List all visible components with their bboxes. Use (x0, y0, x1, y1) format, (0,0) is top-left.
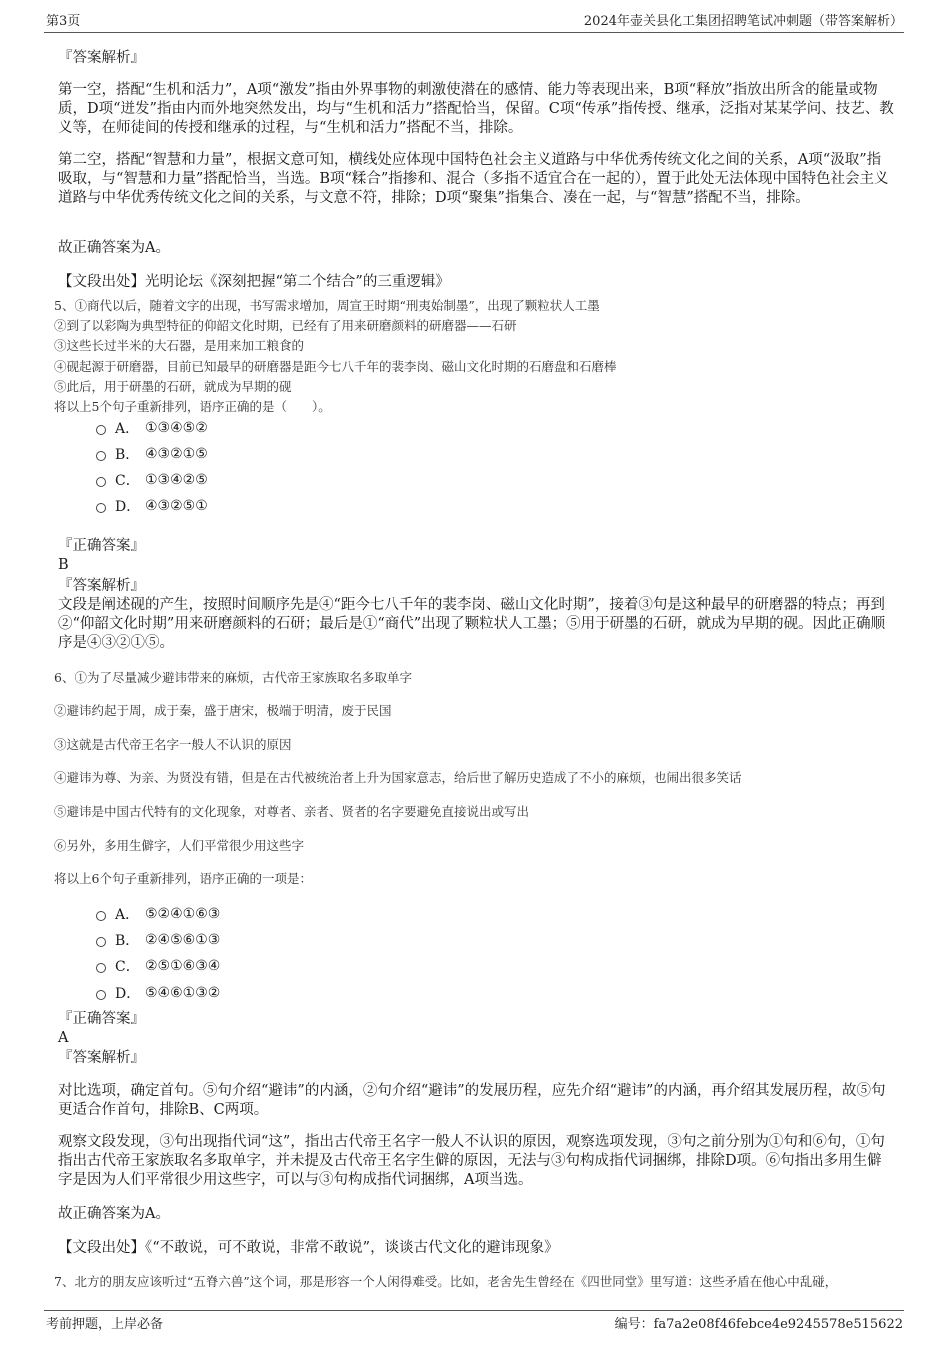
answer-value: B (58, 557, 69, 573)
answer-heading: 『正确答案』 (58, 1011, 145, 1027)
question-line: ⑤避讳是中国古代特有的文化现象，对尊者、亲者、贤者的名字要避免直接说出或写出 (54, 804, 530, 819)
option-b[interactable]: B． ②④⑤⑥①③ (96, 930, 220, 950)
analysis-heading: 『答案解析』 (58, 50, 145, 66)
analysis-paragraph: 文段是阐述砚的产生，按照时间顺序先是④“距今七八千年的裴李岗、磁山文化时期”，接着③句是这种最早的研磨器的特点；再到②“仰韶文化时期”用来研磨颜料的石研；最后是①“商代”出现了颗粒状人工墨；⑤用于研墨的石研，就成为早期的砚。因此正确顺序是④③②①⑤。 (58, 597, 886, 651)
question-line: ③这些长过半米的大石器，是用来加工粮食的 (54, 338, 305, 353)
page-number: 第3页 (46, 14, 81, 29)
radio-icon[interactable] (96, 937, 106, 947)
radio-icon[interactable] (96, 963, 106, 973)
option-b[interactable]: B． ④③②①⑤ (96, 444, 208, 464)
analysis-paragraph: 对比选项，确定首句。⑤句介绍“避讳”的内涵，②句介绍“避讳”的发展历程，应先介绍“避讳”的内涵，再介绍其发展历程，故⑤句更适合作首句，排除B、C两项。 (58, 1083, 886, 1118)
question-line: 5、①商代以后，随着文字的出现，书写需求增加，周宣王时期“刑夷始制墨”，出现了颗粒状人工墨 (54, 298, 600, 313)
radio-icon[interactable] (96, 911, 106, 921)
conclusion: 故正确答案为A。 (58, 1206, 170, 1222)
radio-icon[interactable] (96, 503, 106, 513)
analysis-heading: 『答案解析』 (58, 1050, 145, 1066)
option-c[interactable]: C． ②⑤①⑥③④ (96, 956, 220, 976)
question-line: ②到了以彩陶为典型特征的仰韶文化时期，已经有了用来研磨颜料的研磨器——石研 (54, 318, 517, 333)
document-title: 2024年壶关县化工集团招聘笔试冲刺题（带答案解析） (583, 14, 903, 29)
question-prompt: 将以上5个句子重新排列，语序正确的是（ ）。 (54, 399, 331, 414)
question-line: 6、①为了尽量减少避讳带来的麻烦，古代帝王家族取名多取单字 (54, 670, 412, 685)
question-line: ④避讳为尊、为亲、为贤没有错，但是在古代被统治者上升为国家意志，给后世了解历史造成了不小的麻烦，也闹出很多笑话 (54, 770, 742, 785)
question-line: ④砚起源于研磨器，目前已知最早的研磨器是距今七八千年的裴李岗、磁山文化时期的石磨盘和石磨棒 (54, 359, 617, 374)
radio-icon[interactable] (96, 425, 106, 435)
source-note: 【文段出处】光明论坛《深刻把握“第二个结合”的三重逻辑》 (58, 274, 450, 290)
question-line: ②避讳约起于周，成于秦，盛于唐宋，极端于明清，废于民国 (54, 703, 392, 718)
document-id: 编号：fa7a2e08f46febce4e9245578e515622 (614, 1317, 903, 1332)
option-a[interactable]: A． ⑤②④①⑥③ (96, 904, 220, 924)
answer-heading: 『正确答案』 (58, 538, 145, 554)
option-d[interactable]: D． ⑤④⑥①③② (96, 983, 220, 1003)
question-line: ⑤此后，用于研墨的石研，就成为早期的砚 (54, 379, 292, 394)
header-divider (44, 32, 904, 33)
conclusion: 故正确答案为A。 (58, 240, 170, 256)
question-line: 7、北方的朋友应该听过“五脊六兽”这个词，那是形容一个人闲得难受。比如，老舍先生曾经在《四世同堂》里写道：这些矛盾在他心中乱碰， (54, 1274, 838, 1289)
option-d[interactable]: D． ④③②⑤① (96, 496, 208, 516)
option-c[interactable]: C． ①③④②⑤ (96, 470, 208, 490)
option-a[interactable]: A． ①③④⑤② (96, 418, 208, 438)
analysis-paragraph: 第一空，搭配“生机和活力”，A项“激发”指由外界事物的刺激使潜在的感情、能力等表现出来，B项“释放”指放出所含的能量或物质，D项“迸发”指由内而外地突然发出，均与“生机和活力”搭配恰当，保留。C项“传承”指传授、继承，泛指对某某学问、技艺、教义等，在师徒间的传授和继承的过程，与“生机和活力”搭配不当，排除。 (58, 82, 894, 136)
footer-divider (44, 1310, 904, 1311)
source-note: 【文段出处】《“不敢说，可不敢说，非常不敢说”，谈谈古代文化的避讳现象》 (58, 1240, 559, 1256)
analysis-heading: 『答案解析』 (58, 578, 145, 594)
answer-value: A (58, 1030, 69, 1046)
footer-slogan: 考前押题，上岸必备 (46, 1317, 164, 1332)
radio-icon[interactable] (96, 451, 106, 461)
question-line: ⑥另外，多用生僻字，人们平常很少用这些字 (54, 838, 305, 853)
analysis-paragraph: 第二空，搭配“智慧和力量”，根据文意可知，横线处应体现中国特色社会主义道路与中华优秀传统文化之间的关系，A项“汲取”指吸取，与“智慧和力量”搭配恰当，当选。B项“糅合”指掺和、混合（多指不适宜合在一起的），置于此处无法体现中国特色社会主义道路与中华优秀传统文化之间的关系，与文意不符，排除；D项“聚集”指集合、凑在一起，与“智慧”搭配不当，排除。 (58, 152, 889, 206)
radio-icon[interactable] (96, 477, 106, 487)
radio-icon[interactable] (96, 990, 106, 1000)
question-prompt: 将以上6个句子重新排列，语序正确的一项是： (54, 871, 312, 886)
question-line: ③这就是古代帝王名字一般人不认识的原因 (54, 737, 292, 752)
analysis-paragraph: 观察文段发现，③句出现指代词“这”，指出古代帝王名字一般人不认识的原因，观察选项发现，③句之前分别为①句和⑥句，①句指出古代帝王家族取名多取单字，并未提及古代帝王名字生僻的原因，无法与③句构成指代词捆绑，排除D项。⑥句指出多用生僻字是因为人们平常很少用这些字，可以与③句构成指代词捆绑，A项当选。 (58, 1134, 885, 1188)
